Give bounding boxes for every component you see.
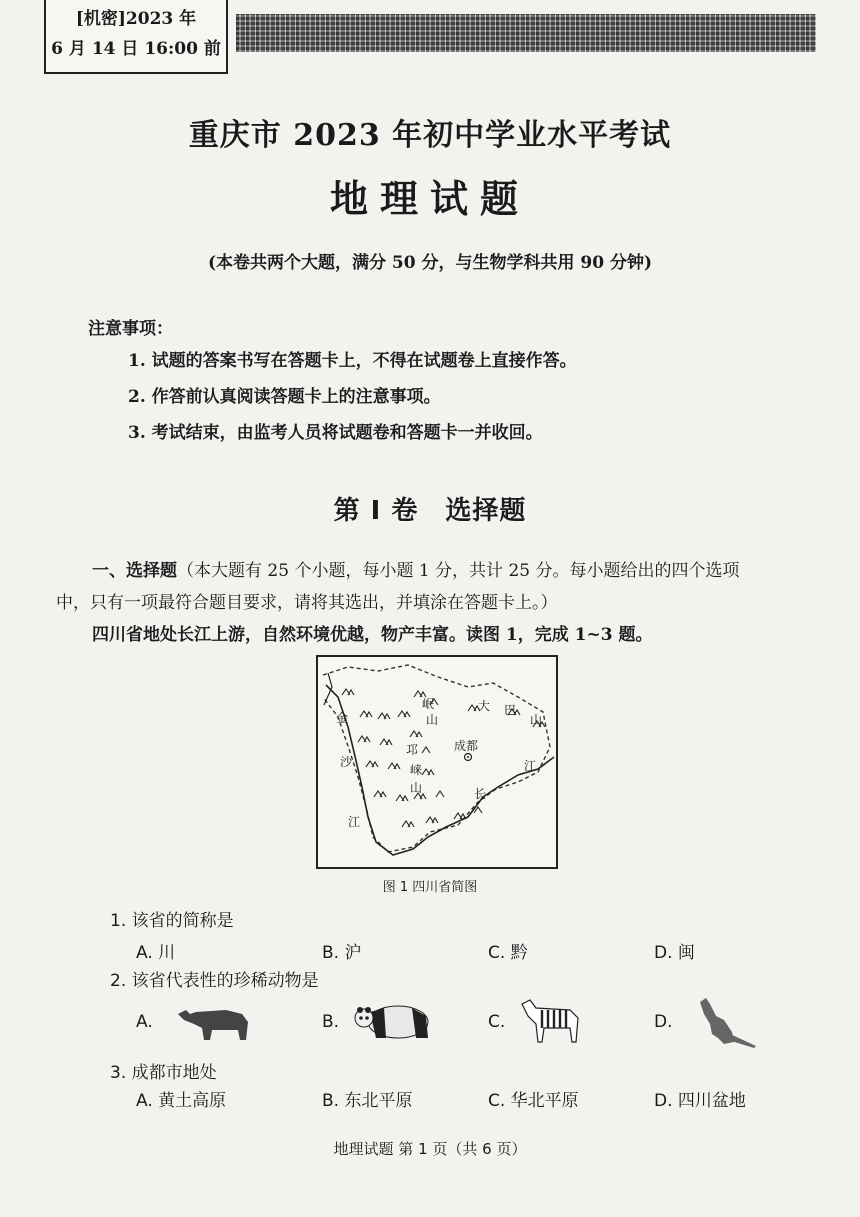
- label-chang: 长: [474, 787, 487, 801]
- question-2-stem: 2. 该省代表性的珍稀动物是: [110, 971, 319, 991]
- instruction-line-2: 中，只有一项最符合题目要求，请将其选出，并填涂在答题卡上。）: [56, 593, 558, 613]
- kangaroo-icon: [694, 994, 760, 1050]
- question-3-stem: 3. 成都市地处: [110, 1063, 217, 1083]
- instruction-line-1: （本大题有 25 个小题，每小题 1 分，共计 25 分。每小题给出的四个选项: [177, 561, 740, 581]
- page-footer: 地理试题 第 1 页（共 6 页）: [333, 1140, 527, 1158]
- label-shan-2: 山: [410, 781, 423, 795]
- label-ba: 巴: [504, 703, 517, 717]
- rhino-icon: [176, 1000, 256, 1044]
- sichuan-map: [316, 655, 558, 869]
- label-jiang-1: 江: [348, 815, 361, 829]
- section-instruction: [92, 556, 812, 586]
- panda-icon: [350, 998, 436, 1042]
- q2-option-a: A.: [136, 1012, 153, 1032]
- q3-option-a: A. 黄土高原: [136, 1091, 227, 1111]
- label-sha: 沙: [340, 755, 353, 769]
- q2-option-c: C.: [488, 1012, 506, 1032]
- q3-option-b: B. 东北平原: [322, 1091, 413, 1111]
- confidential-line-2: 6 月 14 日 16:00 前: [51, 39, 221, 59]
- zebra-icon: [516, 996, 586, 1048]
- q2-option-d: D.: [654, 1012, 673, 1032]
- confidential-stamp: [44, 0, 228, 74]
- subject-title: 地理试题: [329, 177, 530, 221]
- label-min: 岷: [422, 697, 435, 711]
- note-item: 3. 考试结束，由监考人员将试题卷和答题卡一并收回。: [128, 423, 543, 443]
- label-da: 大: [478, 699, 491, 713]
- q2-option-b: B.: [322, 1012, 340, 1032]
- label-jiang-2: 江: [524, 759, 537, 773]
- notes-heading: 注意事项：: [88, 319, 173, 339]
- q1-option-a: A. 川: [136, 943, 176, 963]
- question-1-stem: 1. 该省的简称是: [110, 911, 234, 931]
- label-chengdu: 成都: [454, 739, 479, 753]
- note-item: 1. 试题的答案书写在答题卡上，不得在试题卷上直接作答。: [128, 351, 577, 371]
- exam-title: 重庆市 2023 年初中学业水平考试: [188, 118, 672, 153]
- label-shan-3: 山: [530, 713, 543, 727]
- q1-option-d: D. 闽: [654, 943, 695, 963]
- label-qiong: 邛: [406, 743, 419, 757]
- q1-option-b: B. 沪: [322, 943, 362, 963]
- note-item: 2. 作答前认真阅读答题卡上的注意事项。: [128, 387, 441, 407]
- q1-option-c: C. 黔: [488, 943, 528, 963]
- exam-subtitle: (本卷共两个大题，满分 50 分，与生物学科共用 90 分钟): [207, 253, 653, 273]
- label-jin: 金: [336, 711, 349, 725]
- section-title: 第 I 卷 选择题: [333, 496, 527, 526]
- confidential-line-1: [机密]2023 年: [75, 9, 197, 29]
- map-drawing: [318, 657, 556, 867]
- figure-caption: 图 1 四川省简图: [382, 880, 478, 895]
- q3-option-d: D. 四川盆地: [654, 1091, 746, 1111]
- q3-option-c: C. 华北平原: [488, 1091, 579, 1111]
- label-lai: 崃: [410, 763, 423, 777]
- label-shan-1: 山: [426, 713, 439, 727]
- barcode-strip: [236, 14, 816, 52]
- question-stem: 四川省地处长江上游，自然环境优越，物产丰富。读图 1，完成 1~3 题。: [92, 625, 653, 645]
- section-lead: 一、选择题: [92, 561, 177, 581]
